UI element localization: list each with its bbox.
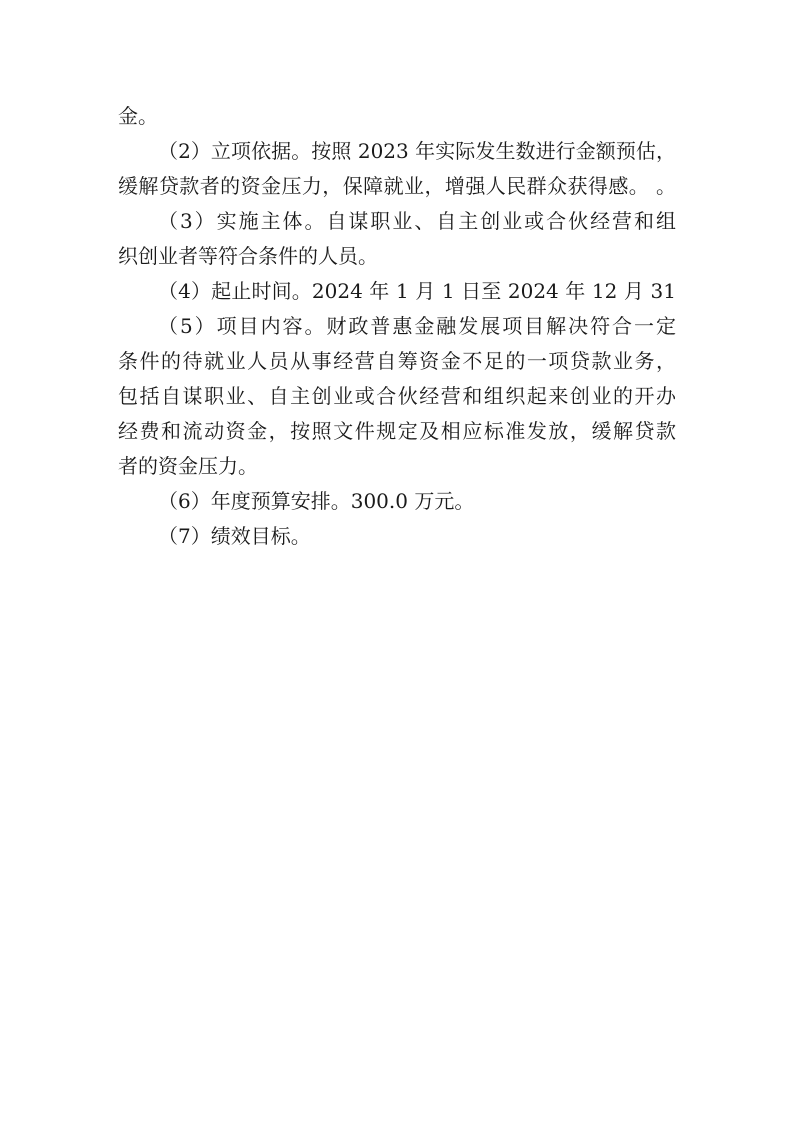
text-line: 经费和流动资金，按照文件规定及相应标准发放，缓解贷款 [118,419,676,443]
text-line: （7）绩效目标。 [158,524,311,548]
text-line: 织创业者等符合条件的人员。 [118,244,378,268]
text-line: 缓解贷款者的资金压力，保障就业，增强人民群众获得感。 。 [118,174,676,198]
text-line: 条件的待就业人员从事经营自筹资金不足的一项贷款业务， [118,349,676,373]
text-line: （2）立项依据。按照 2023 年实际发生数进行金额预估， [158,139,676,163]
text-line: （6）年度预算安排。300.0 万元。 [158,489,475,513]
text-line: 包括自谋职业、自主创业或合伙经营和组织起来创业的开办 [118,384,676,408]
body-text [118,99,676,554]
text-line: 者的资金压力。 [118,454,258,478]
text-line: 金。 [118,104,158,128]
text-line: （3）实施主体。自谋职业、自主创业或合伙经营和组 [158,209,676,233]
text-line: （5）项目内容。财政普惠金融发展项目解决符合一定 [158,314,676,338]
text-line: （4）起止时间。2024 年 1 月 1 日至 2024 年 12 月 31 [158,279,676,303]
